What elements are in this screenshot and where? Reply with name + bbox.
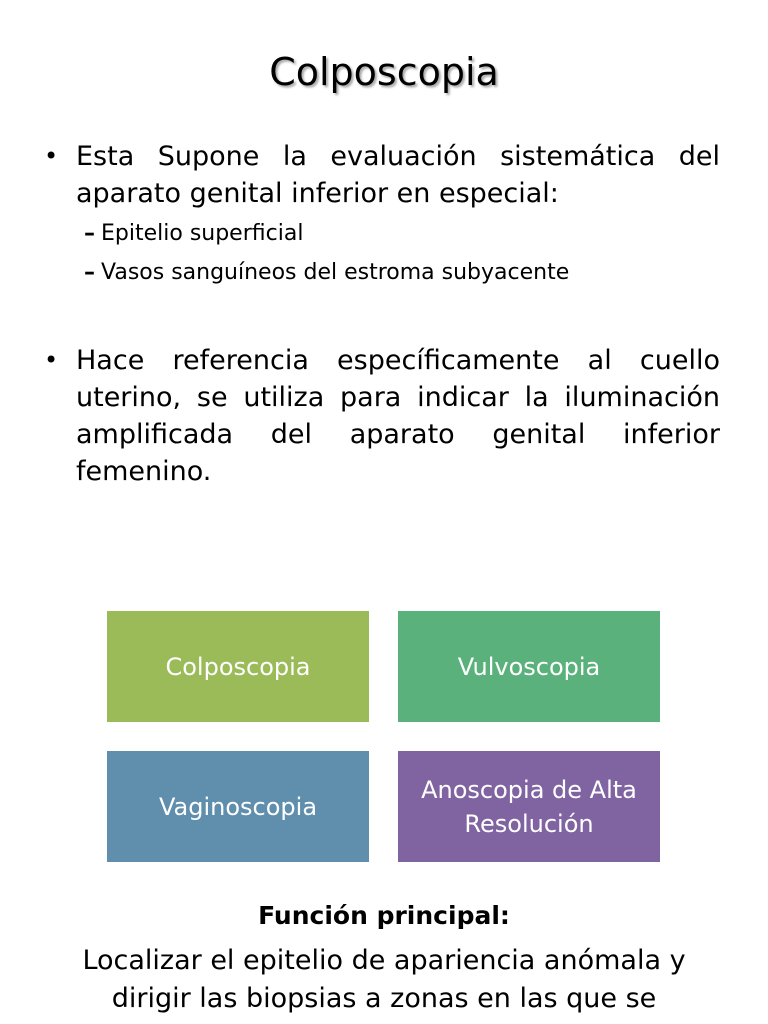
dash-marker: – (84, 260, 95, 285)
bullet-text: Hace referencia específicamente al cuello uterino, se utiliza para indicar la iluminación amplificada del aparato genital inferior femenino. (76, 345, 720, 487)
slide-title: Colposcopia (269, 50, 499, 94)
sub-item (84, 258, 569, 288)
sub-item (84, 219, 303, 249)
box-anoscopia: Anoscopia de Alta Resolución (398, 751, 660, 862)
bullet-dot: • (44, 142, 59, 170)
sub-item-text: Epitelio superficial (101, 221, 304, 246)
box-vulvoscopia: Vulvoscopia (398, 611, 660, 722)
dash-marker: – (84, 221, 95, 246)
sub-item-text: Vasos sanguíneos del estroma subyacente (101, 260, 570, 285)
bullet-dot: • (44, 346, 59, 374)
box-vaginoscopia: Vaginoscopia (107, 751, 369, 862)
function-text: Localizar el epitelio de apariencia anómala y dirigir las biopsias a zonas en las que se (82, 945, 686, 1014)
bullet-text: Esta Supone la evaluación sistemática del aparato genital inferior en especial: (76, 141, 720, 209)
function-title: Función principal: (258, 901, 510, 930)
box-colposcopia: Colposcopia (107, 611, 369, 722)
